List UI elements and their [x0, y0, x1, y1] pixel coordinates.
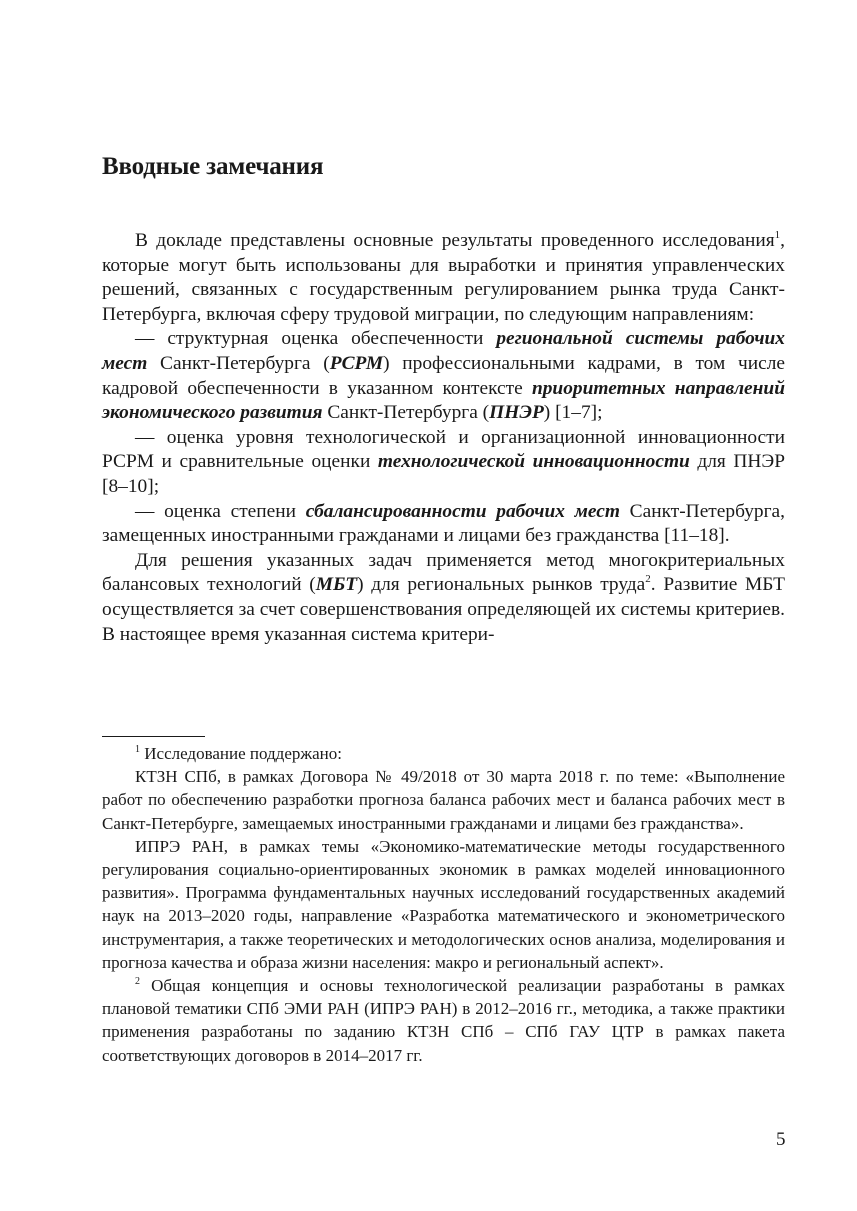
item3-text-2: Санкт-Петербурга, замещенных иностранными гражданами и лицами без гражданства [11–18]. [102, 500, 785, 547]
footnote-1-intro [102, 742, 785, 765]
method-text-3: . Развитие МБТ осуществляется за счет совершенствования определяющей их системы критериев. В настоящее время указанная система критери- [102, 574, 785, 645]
method-text-2: ) для региональных рынков труда [357, 574, 646, 596]
list-item-2 [102, 426, 785, 500]
footnote-2-mark: 2 [135, 976, 140, 988]
footnote-2 [102, 974, 785, 1067]
item3-term-1: сбалансированности рабочих мест [305, 500, 620, 522]
list-item-3 [102, 500, 785, 549]
item1-text-2: Санкт-Петербурга ( [147, 352, 330, 374]
item2-text-2: для ПНЭР [8–10]; [102, 451, 785, 497]
list-item-1 [102, 327, 785, 425]
item2-term-1: технологической инновационности [377, 451, 690, 473]
item1-text-5: ) [1–7]; [543, 402, 603, 424]
item1-term-2: РСРМ [329, 352, 384, 374]
section-heading: Вводные замечания [102, 153, 324, 180]
footnote-2-text: Общая концепция и основы технологической реализации разработаны в рамках плановой тематики СПб ЭМИ РАН (ИПРЭ РАН) в 2012–2016 гг., методика, а также практики применения разработаны по заданию КТЗН СПб – СПб ГАУ ЦТР в рамках пакета соответствующих договоров в 2014–2017 гг. [102, 976, 785, 1065]
footnote-1-intro-text: Исследование поддержано: [140, 744, 342, 763]
item1-text-3: ) профессиональными кадрами, в том числе кадровой обеспеченности в указанном контексте [102, 352, 785, 399]
method-text-1: Для решения указанных задач применяется метод многокритериальных балансовых технологий ( [102, 549, 785, 596]
item1-term-4: ПНЭР [489, 402, 544, 424]
item1-text-1: — структурная оценка обеспеченности [135, 328, 497, 350]
item1-term-3: приоритетных направлений экономического развития [102, 377, 785, 424]
item2-text-1: — оценка уровня технологической и организационной инновационности РСРМ и сравнительные оценки [102, 426, 785, 473]
footnote-1-mark: 1 [135, 744, 140, 755]
method-paragraph [102, 549, 785, 647]
footnote-1-iprae: ИПРЭ РАН, в рамках темы «Экономико-математические методы государственного регулирования социально-ориентированных экономик в рамках моделей инновационного развития». Программа фундаментальных научных исследований государственных академий наук на 2013–2020 годы, направление «Разработка математического и эконометрического инструментария, а также теоретических и методологических основ анализа, моделирования и прогноза качества и образа жизни населения: макро и региональный аспект». [102, 836, 785, 972]
item1-term-1: региональной системы рабочих мест [102, 328, 785, 374]
intro-text-1: В докладе представлены основные результаты проведенного исследования [135, 230, 775, 251]
item3-text-1: — оценка степени [135, 500, 306, 522]
body-text [102, 229, 785, 647]
item1-text-4: Санкт-Петербурга ( [322, 402, 490, 424]
method-term-1: МБТ [315, 574, 358, 596]
intro-text-2: , которые могут быть использованы для выработки и принятия управленческих решений, связанных с государственным регулированием рынка труда Санкт-Петербурга, включая сферу трудовой миграции, по следующим направлениям: [102, 230, 785, 325]
footnote-1-ktzn: КТЗН СПб, в рамках Договора № 49/2018 от 30 марта 2018 г. по теме: «Выполнение работ по обеспечению разработки прогноза баланса рабочих мест и баланса рабочих мест в Санкт-Петербурге, замещаемых иностранными гражданами и лицами без гражданства». [102, 767, 785, 833]
footnote-ref-1: 1 [774, 229, 781, 241]
footnotes [102, 742, 785, 1067]
footnote-ref-2: 2 [645, 573, 651, 586]
footnote-divider [102, 736, 205, 737]
intro-paragraph [102, 229, 785, 327]
page-number: 5 [776, 1129, 786, 1150]
